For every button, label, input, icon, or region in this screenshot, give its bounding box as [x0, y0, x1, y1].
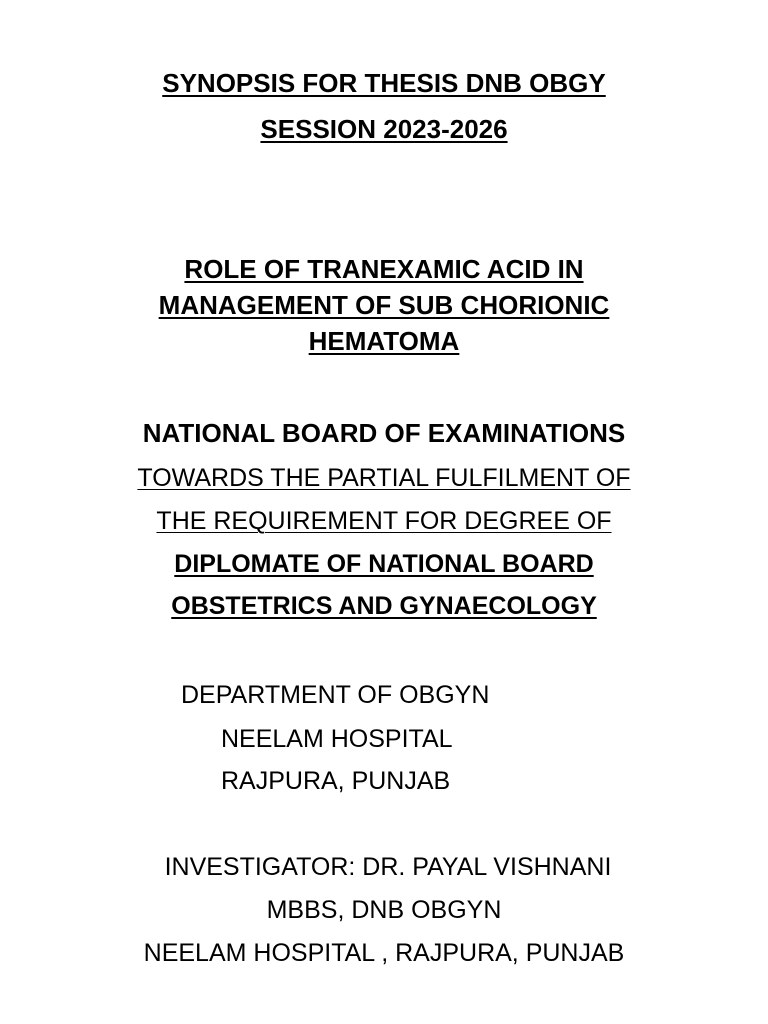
investigator-qualification: MBBS, DNB OBGYN [266, 896, 502, 924]
degree-line-2: OBSTETRICS AND GYNAECOLOGY [171, 592, 597, 620]
hospital-name: NEELAM HOSPITAL [221, 725, 453, 753]
department-name: DEPARTMENT OF OBGYN [181, 681, 490, 709]
board-name: NATIONAL BOARD OF EXAMINATIONS [142, 418, 626, 448]
investigator-affiliation: NEELAM HOSPITAL , RAJPURA, PUNJAB [143, 939, 625, 967]
hospital-location: RAJPURA, PUNJAB [221, 767, 451, 795]
thesis-title-line-3: HEMATOMA [308, 326, 460, 356]
degree-line-1: DIPLOMATE OF NATIONAL BOARD [174, 550, 594, 578]
thesis-title-line-1: ROLE OF TRANEXAMIC ACID IN [184, 254, 584, 284]
investigator-name: INVESTIGATOR: DR. PAYAL VISHNANI [164, 853, 612, 881]
session-heading: SESSION 2023-2026 [260, 114, 508, 144]
thesis-title-line-2: MANAGEMENT OF SUB CHORIONIC [158, 290, 610, 320]
purpose-line-1: TOWARDS THE PARTIAL FULFILMENT OF [137, 464, 631, 492]
synopsis-heading: SYNOPSIS FOR THESIS DNB OBGY [162, 68, 606, 98]
purpose-line-2: THE REQUIREMENT FOR DEGREE OF [156, 507, 612, 535]
